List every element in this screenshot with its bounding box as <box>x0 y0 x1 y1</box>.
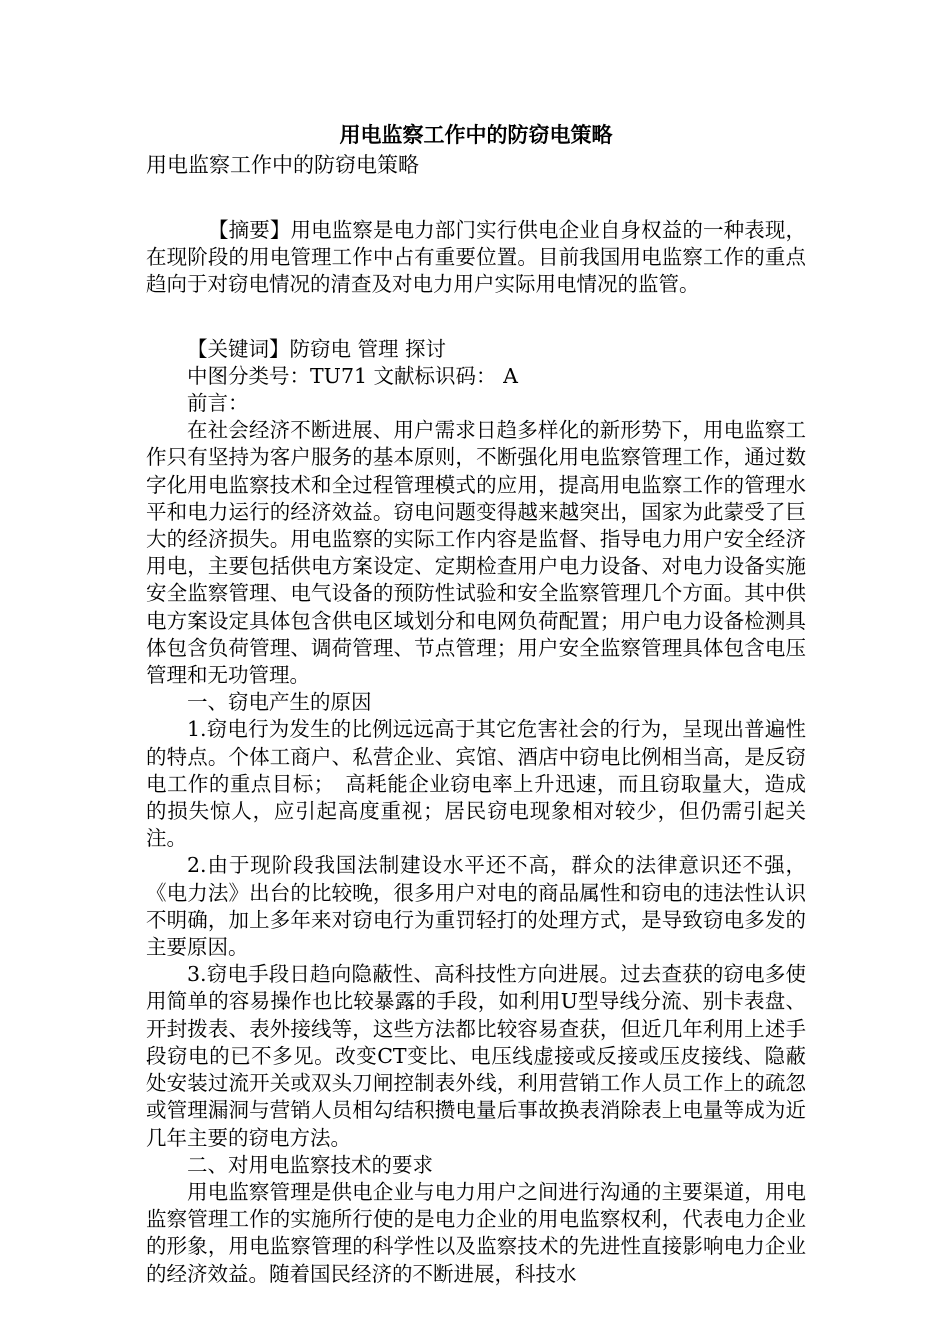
section2-paragraph-1: 用电监察管理是供电企业与电力用户之间进行沟通的主要渠道，用电监察管理工作的实施所行使的是电力企业的用电监察权利，代表电力企业的形象，用电监察管理的科学性以及监察技术的先进性直接影响电力企业的经济效益。随着国民经济的不断进展，科技水 <box>146 1179 806 1286</box>
section-heading-requirements: 二、对用电监察技术的要求 <box>187 1152 433 1177</box>
section1-paragraph-3: 3.窃电手段日趋向隐蔽性、高科技性方向进展。过去查获的窃电多使用简单的容易操作也比较暴露的手段，如利用U型导线分流、别卡表盘、开封拨表、表外接线等，这些方法都比较容易查获，但近几年利用上述手段窃电的已不多见。改变CT变比、电压线虚接或反接或压皮接线、隐蔽处安装过流开关或双头刀闸控制表外线，利用营销工作人员工作上的疏忽或管理漏洞与营销人员相勾结积攒电量后事故换表消除表上电量等成为近几年主要的窃电方法。 <box>146 962 806 1150</box>
preface-heading: 前言： <box>187 391 249 416</box>
section1-paragraph-2: 2.由于现阶段我国法制建设水平还不高，群众的法律意识还不强，《电力法》出台的比较晚，很多用户对电的商品属性和窃电的违法性认识不明确，加上多年来对窃电行为重罚轻打的处理方式，是导致窃电多发的主要原因。 <box>146 853 806 960</box>
keywords-line: 【关键词】防窃电 管理 探讨 <box>187 336 447 361</box>
abstract-paragraph: 【摘要】用电监察是电力部门实行供电企业自身权益的一种表现，在现阶段的用电管理工作中占有重要位置。目前我国用电监察工作的重点趋向于对窃电情况的清查及对电力用户实际用电情况的监管。 <box>146 218 806 297</box>
classification-line: 中图分类号：TU71 文献标识码： A <box>187 363 518 388</box>
document-subtitle: 用电监察工作中的防窃电策略 <box>146 153 419 177</box>
section1-paragraph-1: 1.窃电行为发生的比例远远高于其它危害社会的行为，呈现出普遍性的特点。个体工商户、私营企业、宾馆、酒店中窃电比例相当高，是反窃电工作的重点目标； 高耗能企业窃电率上升迅速，而且窃取量大，造成的损失惊人，应引起高度重视；居民窃电现象相对较少，但仍需引起关注。 <box>146 717 806 851</box>
document-title: 用电监察工作中的防窃电策略 <box>339 122 613 147</box>
spacer <box>146 180 806 217</box>
preface-paragraph: 在社会经济不断进展、用户需求日趋多样化的新形势下，用电监察工作只有坚持为客户服务的基本原则，不断强化用电监察管理工作，通过数字化用电监察技术和全过程管理模式的应用，提高用电监察工作的管理水平和电力运行的经济效益。窃电问题变得越来越突出，国家为此蒙受了巨大的经济损失。用电监察的实际工作内容是监督、指导电力用户安全经济用电，主要包括供电方案设定、定期检查用户电力设备、对电力设备实施安全监察管理、电气设备的预防性试验和安全监察管理几个方面。其中供电方案设定具体包含供电区域划分和电网负荷配置；用户电力设备检测具体包含负荷管理、调荷管理、节点管理；用户安全监察管理具体包含电压管理和无功管理。 <box>146 418 806 688</box>
spacer <box>146 299 806 336</box>
section-heading-causes: 一、窃电产生的原因 <box>187 690 372 715</box>
document-page <box>146 120 806 1288</box>
